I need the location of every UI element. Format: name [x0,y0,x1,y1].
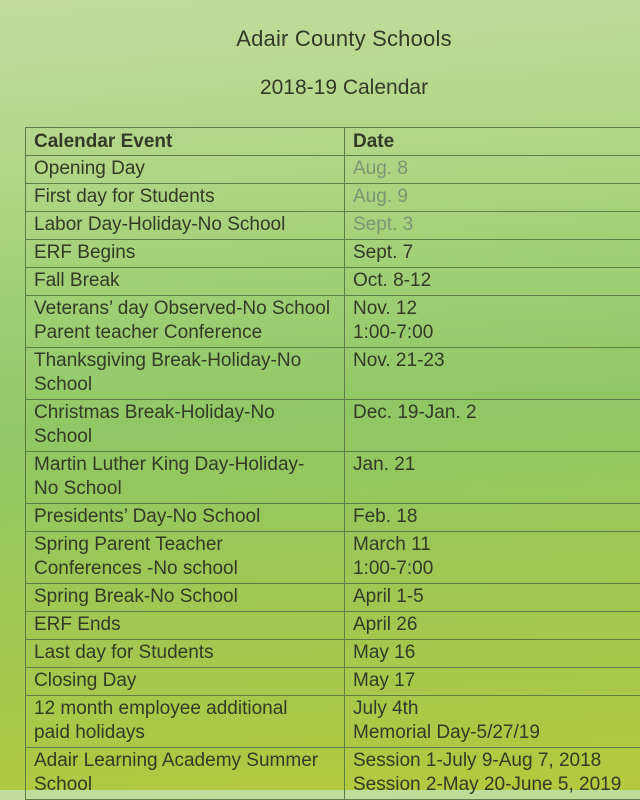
date-cell [345,532,640,584]
date-cell [345,348,640,400]
date-text-line: Aug. 8 [353,157,640,181]
event-cell [26,184,345,212]
date-text-line: Session 1-July 9-Aug 7, 2018 [353,749,640,773]
page-title: Adair County Schools [24,0,640,52]
event-cell [26,612,345,640]
event-cell [26,584,345,612]
calendar-table-body [26,156,640,800]
event-cell [26,532,345,584]
date-cell [345,668,640,696]
table-row [26,612,640,640]
date-text-line: 1:00-7:00 [353,321,640,345]
date-cell [345,400,640,452]
event-text-line: Spring Parent Teacher [34,533,336,557]
date-text-line: July 4th [353,697,640,721]
heading-block [24,0,640,100]
event-text-line: School [34,773,336,797]
event-text-line: ERF Begins [34,241,336,265]
date-text-line: Sept. 7 [353,241,640,265]
date-text-line: Aug. 9 [353,185,640,209]
date-text-line: Sept. 3 [353,213,640,237]
date-text-line: Feb. 18 [353,505,640,529]
date-text-line: March 11 [353,533,640,557]
event-text-line: Parent teacher Conference [34,321,336,345]
event-text-line: Spring Break-No School [34,585,336,609]
date-text-line: May 17 [353,669,640,693]
table-row [26,532,640,584]
table-row [26,452,640,504]
table-row [26,348,640,400]
event-cell [26,668,345,696]
event-text-line: No School [34,477,336,501]
table-row [26,400,640,452]
date-text-line: Memorial Day-5/27/19 [353,721,640,745]
table-row [26,696,640,748]
event-cell [26,156,345,184]
event-cell [26,212,345,240]
table-row [26,212,640,240]
table-row [26,748,640,800]
date-cell [345,240,640,268]
event-text-line: Christmas Break-Holiday-No [34,401,336,425]
date-cell [345,452,640,504]
event-cell [26,748,345,800]
date-cell [345,184,640,212]
date-text-line: April 26 [353,613,640,637]
event-text-line: paid holidays [34,721,336,745]
date-cell [345,296,640,348]
event-cell [26,296,345,348]
event-cell [26,240,345,268]
table-row [26,640,640,668]
date-text-line: Session 2-May 20-June 5, 2019 [353,773,640,797]
event-text-line: Presidents’ Day-No School [34,505,336,529]
date-cell [345,212,640,240]
event-cell [26,452,345,504]
table-row [26,584,640,612]
event-text-line: Opening Day [34,157,336,181]
event-cell [26,400,345,452]
date-text-line: May 16 [353,641,640,665]
event-text-line: School [34,425,336,449]
table-row [26,504,640,532]
event-text-line: Veterans’ day Observed-No School [34,297,336,321]
event-cell [26,640,345,668]
event-text-line: Fall Break [34,269,336,293]
table-row [26,240,640,268]
column-header-date: Date [345,128,640,156]
event-text-line: Labor Day-Holiday-No School [34,213,336,237]
date-cell [345,748,640,800]
date-cell [345,268,640,296]
column-header-calendar-event: Calendar Event [26,128,345,156]
date-text-line: Nov. 12 [353,297,640,321]
table-row [26,296,640,348]
event-text-line: Thanksgiving Break-Holiday-No [34,349,336,373]
table-row [26,668,640,696]
table-row [26,268,640,296]
event-text-line: 12 month employee additional [34,697,336,721]
event-text-line: ERF Ends [34,613,336,637]
date-text-line: Nov. 21-23 [353,349,640,373]
header-row [26,128,640,156]
calendar-table [25,127,640,800]
date-text-line: 1:00-7:00 [353,557,640,581]
event-text-line: Martin Luther King Day-Holiday- [34,453,336,477]
date-cell [345,584,640,612]
event-cell [26,348,345,400]
event-cell [26,268,345,296]
table-row [26,184,640,212]
date-text-line: Oct. 8-12 [353,269,640,293]
page-subtitle: 2018-19 Calendar [24,52,640,100]
event-text-line: School [34,373,336,397]
event-text-line: Closing Day [34,669,336,693]
event-text-line: First day for Students [34,185,336,209]
event-cell [26,696,345,748]
event-cell [26,504,345,532]
calendar-table-header [26,128,640,156]
date-text-line: Dec. 19-Jan. 2 [353,401,640,425]
date-cell [345,504,640,532]
event-text-line: Last day for Students [34,641,336,665]
table-row [26,156,640,184]
date-cell [345,640,640,668]
event-text-line: Adair Learning Academy Summer [34,749,336,773]
date-text-line: Jan. 21 [353,453,640,477]
date-cell [345,612,640,640]
event-text-line: Conferences -No school [34,557,336,581]
date-text-line: April 1-5 [353,585,640,609]
date-cell [345,156,640,184]
date-cell [345,696,640,748]
